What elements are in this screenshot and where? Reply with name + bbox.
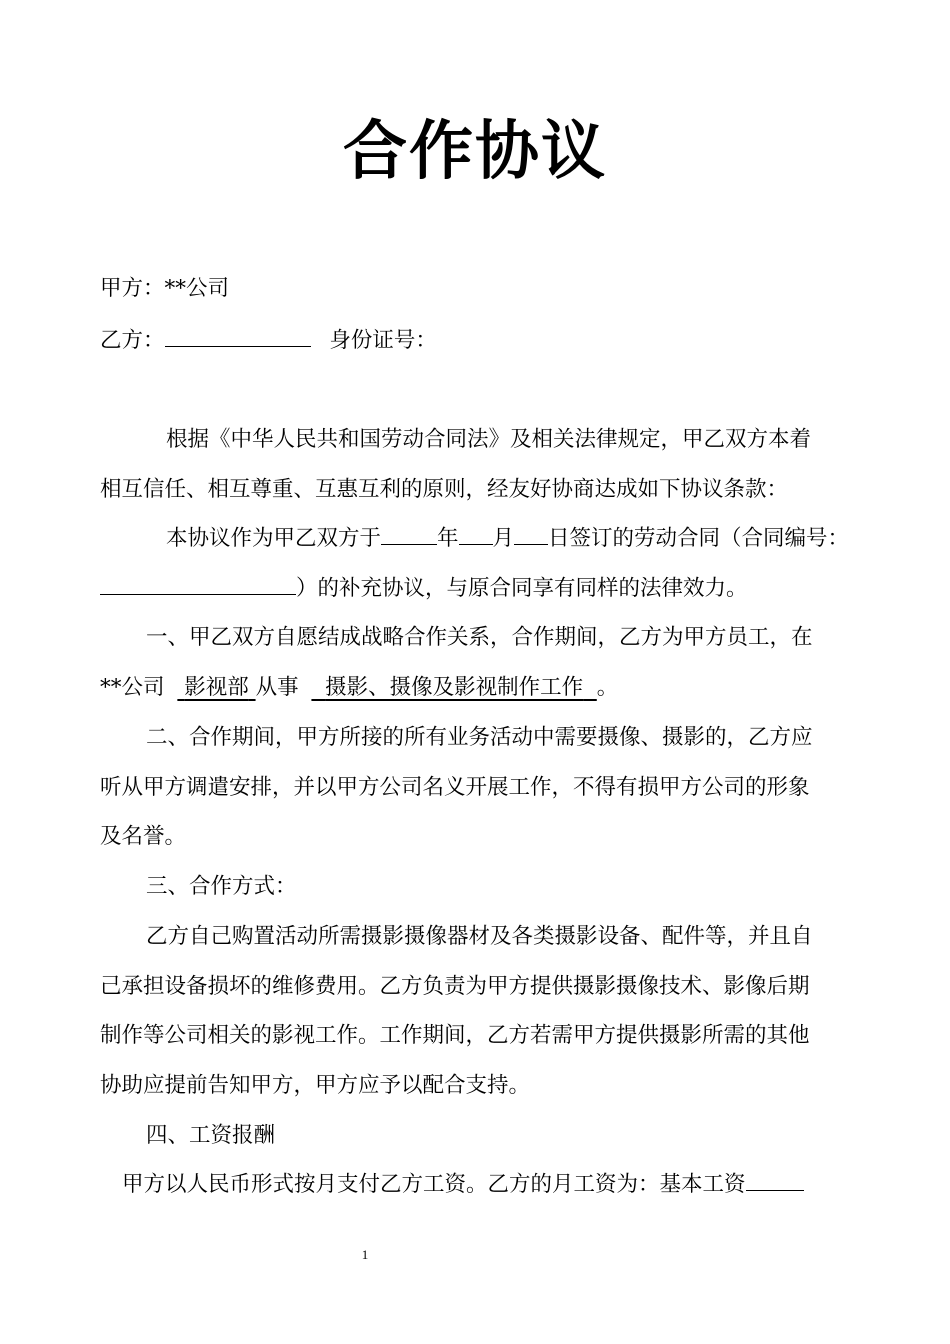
clause-1-line-1: 一、甲乙双方自愿结成战略合作关系，合作期间，乙方为甲方员工，在 <box>146 625 813 650</box>
id-number-label: 身份证号： <box>329 328 437 353</box>
clause-1-end: 。 <box>596 675 619 700</box>
month-blank[interactable] <box>459 524 493 545</box>
clause-1-company: **公司 <box>100 675 165 700</box>
clause-1-line-2 <box>100 673 618 703</box>
base-salary-blank[interactable] <box>746 1170 804 1191</box>
clause-4-text: 甲方以人民币形式按月支付乙方工资。乙方的月工资为：基本工资 <box>122 1172 746 1197</box>
contract-number-label: 日签订的劳动合同（合同编号： <box>548 526 850 551</box>
party-b-name-blank[interactable] <box>165 326 311 347</box>
clause-3-line-4: 协助应提前告知甲方，甲方应予以配合支持。 <box>100 1073 531 1098</box>
party-a-label: 甲方： <box>100 276 165 301</box>
clause-4-heading: 四、工资报酬 <box>146 1123 276 1148</box>
intro-line-2: 相互信任、相互尊重、互惠互利的原则，经友好协商达成如下协议条款： <box>100 477 789 502</box>
party-b-label: 乙方： <box>100 328 165 353</box>
clause-3-line-2: 己承担设备损坏的维修费用。乙方负责为甲方提供摄影摄像技术、影像后期 <box>100 974 810 999</box>
intro-line-1: 根据《中华人民共和国劳动合同法》及相关法律规定，甲乙双方本着 <box>166 427 812 452</box>
clause-3-line-1: 乙方自己购置活动所需摄影摄像器材及各类摄影设备、配件等，并且自 <box>146 924 813 949</box>
supplement-text-2: ）的补充协议，与原合同享有同样的法律效力。 <box>296 576 748 601</box>
work-value: 摄影、摄像及影视制作工作 <box>325 675 584 700</box>
supplement-line-1 <box>166 524 849 554</box>
page-number: 1 <box>361 1247 369 1262</box>
document-title: 合作协议 <box>343 114 607 189</box>
contract-number-blank[interactable] <box>100 574 296 595</box>
year-blank[interactable] <box>381 524 437 545</box>
month-label: 月 <box>492 526 515 551</box>
clause-2-line-3: 及名誉。 <box>100 824 187 849</box>
clause-2-line-2: 听从甲方调遣安排，并以甲方公司名义开展工作，不得有损甲方公司的形象 <box>100 775 810 800</box>
supplement-line-2 <box>100 574 748 604</box>
day-blank[interactable] <box>514 524 548 545</box>
party-b-line <box>100 326 437 356</box>
department-field <box>177 675 255 700</box>
supplement-text: 本协议作为甲乙双方于 <box>166 526 382 551</box>
department-value: 影视部 <box>184 675 249 700</box>
clause-3-line-3: 制作等公司相关的影视工作。工作期间，乙方若需甲方提供摄影所需的其他 <box>100 1023 810 1048</box>
party-a-line <box>100 274 229 304</box>
work-field <box>311 675 596 700</box>
year-label: 年 <box>437 526 459 551</box>
clause-3-heading: 三、合作方式： <box>146 874 297 899</box>
party-a-value: **公司 <box>164 276 230 301</box>
clause-2-line-1: 二、合作期间，甲方所接的所有业务活动中需要摄像、摄影的，乙方应 <box>146 725 813 750</box>
clause-4-line-1 <box>122 1170 804 1200</box>
engage-text: 从事 <box>255 675 299 700</box>
